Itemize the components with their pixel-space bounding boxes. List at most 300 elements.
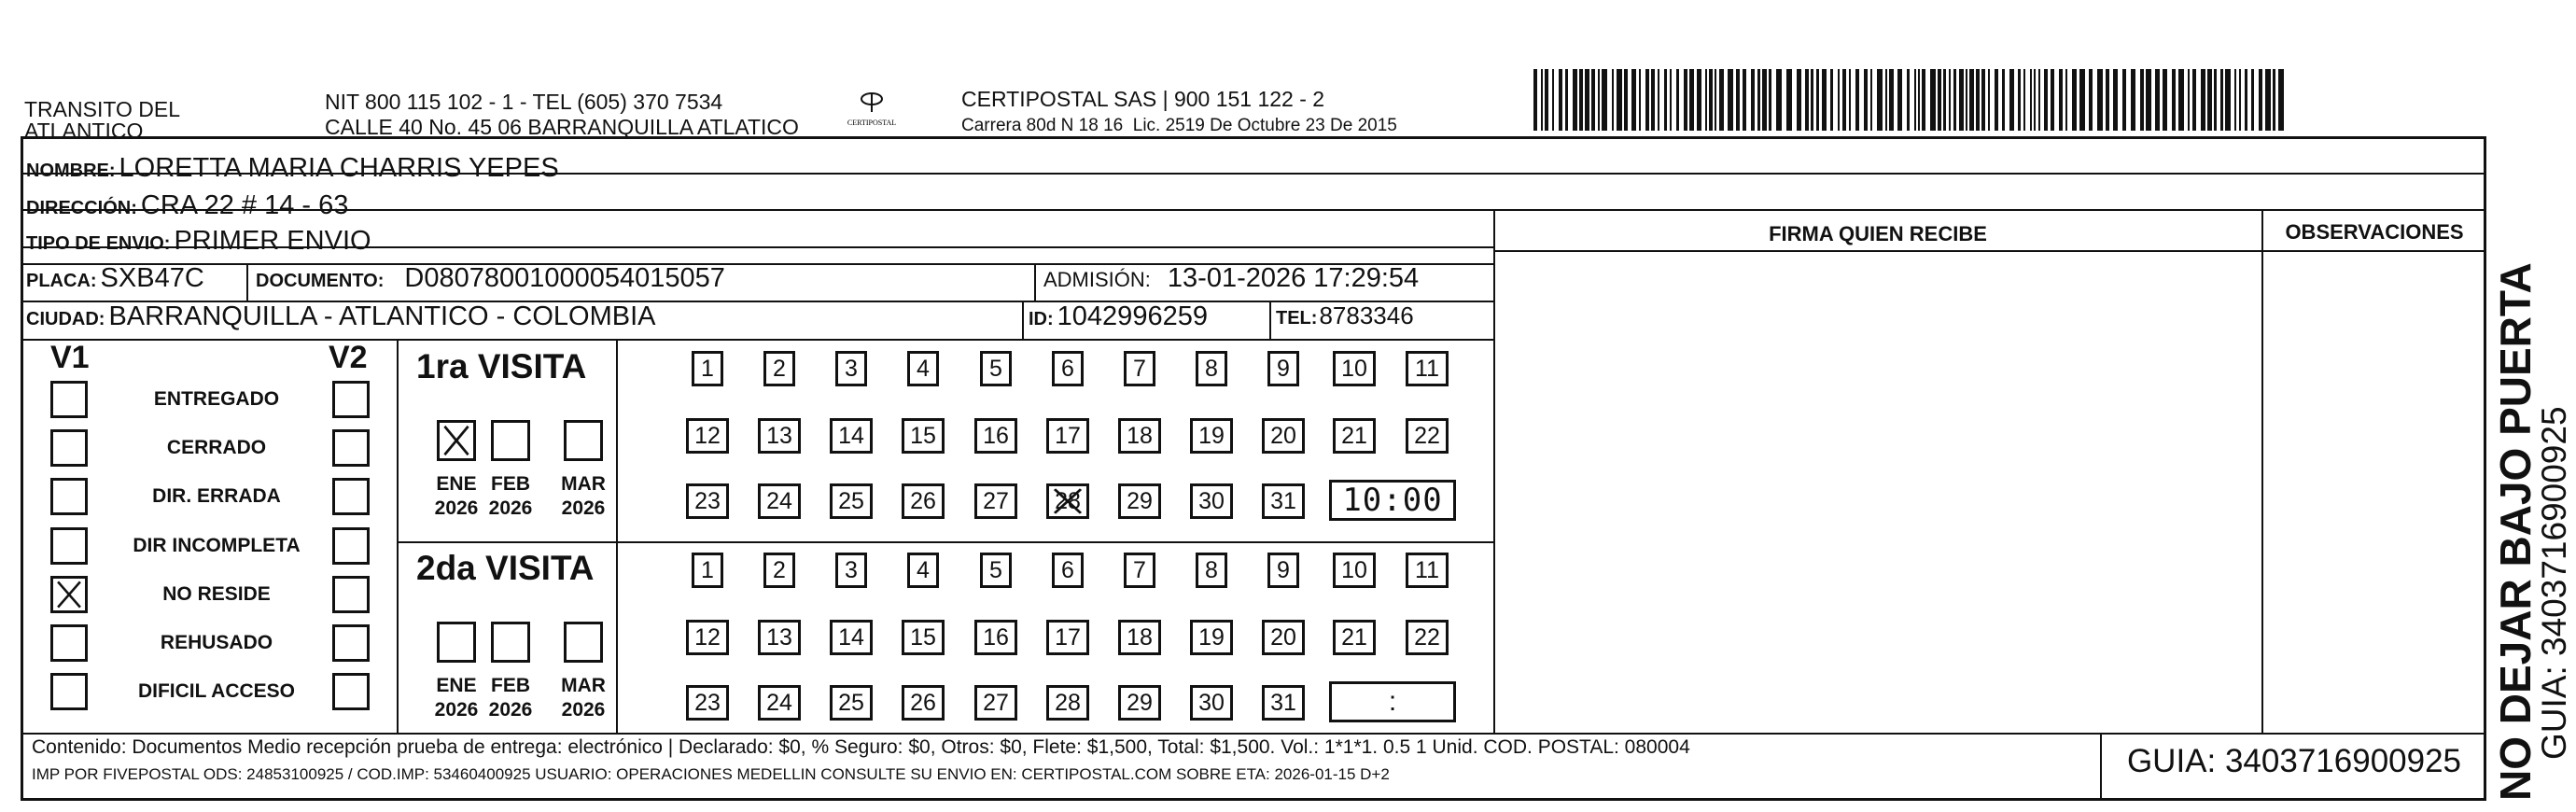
visit2-day-4[interactable] xyxy=(907,553,939,588)
visit2-day-label: 10 xyxy=(1341,556,1367,583)
id-cell xyxy=(1029,301,1208,332)
sender-nit: NIT 800 115 102 - 1 - TEL (605) 370 7534 xyxy=(325,90,723,114)
visit1-day-11[interactable] xyxy=(1406,351,1449,386)
plate-value: SXB47C xyxy=(100,263,204,293)
barcode-bar xyxy=(1624,69,1628,131)
barcode-bar xyxy=(1762,69,1767,131)
visit1-month-label xyxy=(428,472,484,521)
visit2-day-label: 15 xyxy=(910,623,936,651)
address-row xyxy=(26,190,348,221)
side-warning: NO DEJAR BAJO PUERTA xyxy=(2491,262,2540,801)
visit1-day-25[interactable] xyxy=(830,483,873,519)
name-row xyxy=(26,153,559,184)
barcode-bar xyxy=(2155,69,2160,131)
barcode-bar xyxy=(2030,69,2032,131)
visit2-day-24[interactable] xyxy=(758,685,801,721)
visit1-day-label: 20 xyxy=(1270,422,1296,449)
visit1-day-18[interactable] xyxy=(1118,418,1161,454)
visit2-month-name: FEB xyxy=(491,675,530,696)
barcode-bar xyxy=(1897,69,1902,131)
barcode-bar xyxy=(1705,69,1707,131)
barcode-bar xyxy=(2113,69,2118,131)
visit1-day-12[interactable] xyxy=(686,418,729,454)
reason-label-dir-errada: DIR. ERRADA xyxy=(152,485,281,507)
visit1-day-21[interactable] xyxy=(1333,418,1376,454)
barcode-bar xyxy=(1736,69,1740,131)
visit2-month-checkbox-feb[interactable] xyxy=(491,622,530,663)
visit2-day-5[interactable] xyxy=(980,553,1012,588)
visit2-day-3[interactable] xyxy=(835,553,867,588)
sender-name-line2: ATLANTICO xyxy=(24,119,144,143)
visit1-day-10[interactable] xyxy=(1333,351,1376,386)
sender-address: CALLE 40 No. 45 06 BARRANQUILLA ATLATICO xyxy=(325,115,799,139)
visit1-time-value: 10:00 xyxy=(1342,482,1443,519)
visit2-month-checkbox-mar[interactable] xyxy=(564,622,603,663)
row-divider xyxy=(21,339,1495,341)
visit2-day-label: 23 xyxy=(694,689,721,716)
visit2-day-label: 28 xyxy=(1055,689,1081,716)
visit2-day-label: 7 xyxy=(1133,556,1146,583)
visit2-day-17[interactable] xyxy=(1046,620,1089,655)
row-divider xyxy=(21,733,2486,735)
barcode xyxy=(1533,69,2291,131)
visit2-day-1[interactable] xyxy=(692,553,723,588)
barcode-bar xyxy=(2140,69,2144,131)
barcode-bar xyxy=(1953,69,1956,131)
visit1-day-label: 12 xyxy=(694,422,721,449)
barcode-bar xyxy=(2214,69,2217,131)
side-guia: GUIA: 3403716900925 xyxy=(2535,406,2573,760)
visit2-day-label: 17 xyxy=(1055,623,1081,651)
barcode-bar xyxy=(1541,69,1543,131)
reason-label-entregado: ENTREGADO xyxy=(153,388,280,410)
visit1-day-label: 30 xyxy=(1198,487,1225,514)
barcode-bar xyxy=(2038,69,2040,131)
signature-area[interactable] xyxy=(1495,252,2261,732)
visit1-day-label: 19 xyxy=(1198,422,1225,449)
barcode-bar xyxy=(2220,69,2223,131)
visit2-day-23[interactable] xyxy=(686,685,729,721)
visit1-day-label: 22 xyxy=(1414,422,1440,449)
reason-label-dir-incompleta: DIR INCOMPLETA xyxy=(133,535,301,556)
barcode-bar xyxy=(2239,69,2241,131)
visit2-day-12[interactable] xyxy=(686,620,729,655)
barcode-bar xyxy=(1645,69,1649,131)
barcode-bar xyxy=(1676,69,1679,131)
barcode-bar xyxy=(1959,69,1964,131)
visit2-day-label: 26 xyxy=(910,689,936,716)
visit2-time[interactable] xyxy=(1329,681,1456,722)
observations-header: OBSERVACIONES xyxy=(2285,220,2464,244)
visit2-day-26[interactable] xyxy=(902,685,945,721)
visit2-month-year: 2026 xyxy=(561,699,606,721)
barcode-bar xyxy=(2207,69,2212,131)
visit1-day-label: 5 xyxy=(989,355,1002,382)
visit1-day-2[interactable] xyxy=(763,351,795,386)
city-cell xyxy=(26,301,655,332)
visit1-day-label: 26 xyxy=(910,487,936,514)
admission-cell xyxy=(1043,263,1419,294)
barcode-bar xyxy=(1949,69,1951,131)
barcode-bar xyxy=(2065,69,2067,131)
visit2-day-label: 29 xyxy=(1127,689,1153,716)
visit2-day-label: 1 xyxy=(701,556,714,583)
visit1-day-3[interactable] xyxy=(835,351,867,386)
barcode-bar xyxy=(1842,69,1846,131)
visit1-day-26[interactable] xyxy=(902,483,945,519)
check-x-icon xyxy=(1049,486,1086,516)
visit1-day-6[interactable] xyxy=(1052,351,1084,386)
barcode-bar xyxy=(2278,69,2284,131)
barcode-bar xyxy=(2106,69,2109,131)
plate-cell xyxy=(26,263,204,294)
visit2-day-20[interactable] xyxy=(1262,620,1305,655)
visit1-day-17[interactable] xyxy=(1046,418,1089,454)
footer-print-info: IMP POR FIVEPOSTAL ODS: 24853100925 / COD.IMP: 53460400925 USUARIO: OPERACIONES MEDELLIN CONSULTE SU ENVIO EN: CERTIPOSTAL.COM SOBRE ETA: 2026-01-15 D+2 xyxy=(32,765,1390,783)
v2-checkbox-dir-incompleta[interactable] xyxy=(332,527,370,565)
visit2-day-31[interactable] xyxy=(1262,685,1305,721)
id-value: 1042996259 xyxy=(1057,301,1208,331)
visit2-day-label: 14 xyxy=(838,623,864,651)
visit1-day-31[interactable] xyxy=(1262,483,1305,519)
barcode-bar xyxy=(1545,69,1548,131)
barcode-bar xyxy=(1697,69,1701,131)
visit1-day-label: 16 xyxy=(983,422,1009,449)
v1-checkbox-no-reside[interactable] xyxy=(50,576,88,613)
visit2-day-label: 24 xyxy=(766,689,792,716)
visit2-day-15[interactable] xyxy=(902,620,945,655)
visit2-day-11[interactable] xyxy=(1406,553,1449,588)
visit1-day-7[interactable] xyxy=(1124,351,1155,386)
visit1-day-label: 2 xyxy=(773,355,786,382)
visit2-day-22[interactable] xyxy=(1406,620,1449,655)
visit1-day-label: 25 xyxy=(838,487,864,514)
visit1-day-label: 27 xyxy=(983,487,1009,514)
certipostal-logo-icon xyxy=(844,86,900,138)
visit1-month-checkbox-ene[interactable] xyxy=(437,420,476,461)
barcode-bar xyxy=(1670,69,1672,131)
barcode-bar xyxy=(2265,69,2271,131)
tel-value: 8783346 xyxy=(1319,301,1414,329)
document-label: DOCUMENTO: xyxy=(256,271,385,291)
v1-checkbox-entregado[interactable] xyxy=(50,381,88,418)
visit2-day-9[interactable] xyxy=(1267,553,1299,588)
barcode-bar xyxy=(1995,69,1998,131)
visit2-day-19[interactable] xyxy=(1190,620,1233,655)
barcode-bar xyxy=(1864,69,1868,131)
visit1-day-label: 8 xyxy=(1205,355,1218,382)
visit1-day-label: 28 xyxy=(1055,487,1081,514)
v1-checkbox-dir-incompleta[interactable] xyxy=(50,527,88,565)
visit2-day-label: 30 xyxy=(1198,689,1225,716)
barcode-bar xyxy=(1786,69,1792,131)
col-divider xyxy=(2100,733,2102,801)
barcode-bar xyxy=(1855,69,1859,131)
barcode-bar xyxy=(1602,69,1607,131)
visit1-day-5[interactable] xyxy=(980,351,1012,386)
barcode-bar xyxy=(1684,69,1687,131)
visit1-day-27[interactable] xyxy=(974,483,1017,519)
barcode-bar xyxy=(1591,69,1595,131)
visit2-day-13[interactable] xyxy=(758,620,801,655)
visit1-day-28[interactable] xyxy=(1046,483,1089,519)
barcode-bar xyxy=(1885,69,1887,131)
visit1-day-label: 10 xyxy=(1341,355,1367,382)
visit1-day-24[interactable] xyxy=(758,483,801,519)
barcode-bar xyxy=(2051,69,2054,131)
barcode-bar xyxy=(2172,69,2176,131)
visit1-month-year: 2026 xyxy=(488,497,533,519)
visit1-month-label xyxy=(555,472,611,521)
barcode-bar xyxy=(1579,69,1583,131)
visit1-day-label: 11 xyxy=(1415,355,1439,382)
visit1-time[interactable] xyxy=(1329,480,1456,521)
visit1-day-30[interactable] xyxy=(1190,483,1233,519)
visit1-month-label xyxy=(483,472,539,521)
barcode-bar xyxy=(2192,69,2196,131)
visit2-day-label: 16 xyxy=(983,623,1009,651)
barcode-bar xyxy=(1689,69,1694,131)
barcode-bar xyxy=(2079,69,2085,131)
shipment-type: PRIMER ENVIO xyxy=(174,226,371,256)
barcode-bar xyxy=(1930,69,1936,131)
visit1-day-8[interactable] xyxy=(1196,351,1227,386)
barcode-bar xyxy=(1976,69,1980,131)
barcode-bar xyxy=(1981,69,1985,131)
barcode-bar xyxy=(2251,69,2254,131)
col-divider xyxy=(1022,301,1024,339)
visit2-day-label: 2 xyxy=(773,556,786,583)
barcode-bar xyxy=(1797,69,1801,131)
visit2-day-10[interactable] xyxy=(1333,553,1376,588)
visit2-day-2[interactable] xyxy=(763,553,795,588)
barcode-bar xyxy=(1565,69,1568,131)
shipment-type-label: TIPO DE ENVIO: xyxy=(26,233,171,254)
barcode-bar xyxy=(1559,69,1562,131)
barcode-bar xyxy=(2002,69,2005,131)
barcode-bar xyxy=(1805,69,1809,131)
courier-name: CERTIPOSTAL SAS | 900 151 122 - 2 xyxy=(961,87,1325,111)
tel-cell xyxy=(1276,301,1414,330)
visit2-day-14[interactable] xyxy=(830,620,873,655)
barcode-bar xyxy=(1769,69,1771,131)
barcode-bar xyxy=(2009,69,2014,131)
barcode-bar xyxy=(1877,69,1883,131)
barcode-bar xyxy=(1719,69,1724,131)
visit2-day-label: 31 xyxy=(1270,689,1296,716)
v2-checkbox-dificil-acceso[interactable] xyxy=(332,673,370,710)
visit2-day-7[interactable] xyxy=(1124,553,1155,588)
visit1-day-13[interactable] xyxy=(758,418,801,454)
visit2-month-label xyxy=(483,674,539,722)
visit1-title: 1ra VISITA xyxy=(416,347,587,385)
row-divider xyxy=(21,209,2486,211)
visit2-day-8[interactable] xyxy=(1196,553,1227,588)
barcode-bar xyxy=(1664,69,1667,131)
barcode-bar xyxy=(1822,69,1827,131)
barcode-bar xyxy=(2163,69,2167,131)
document-cell xyxy=(256,263,725,294)
barcode-bar xyxy=(1709,69,1713,131)
city-label: CIUDAD: xyxy=(26,309,105,329)
visit2-day-label: 13 xyxy=(766,623,792,651)
barcode-bar xyxy=(2034,69,2036,131)
v2-checkbox-no-reside[interactable] xyxy=(332,576,370,613)
visit1-day-29[interactable] xyxy=(1118,483,1161,519)
barcode-bar xyxy=(1938,69,1941,131)
visit1-day-label: 4 xyxy=(917,355,930,382)
barcode-bar xyxy=(1728,69,1733,131)
col-divider xyxy=(246,263,248,301)
visit2-day-18[interactable] xyxy=(1118,620,1161,655)
admission-label: ADMISIÓN: xyxy=(1043,268,1151,291)
document-value: D08078001000054015057 xyxy=(404,263,725,293)
visit2-day-29[interactable] xyxy=(1118,685,1161,721)
v1-checkbox-cerrado[interactable] xyxy=(50,429,88,467)
visit2-day-25[interactable] xyxy=(830,685,873,721)
reason-label-rehusado: REHUSADO xyxy=(160,632,273,653)
barcode-bar xyxy=(1969,69,1974,131)
barcode-bar xyxy=(2225,69,2231,131)
visit2-day-label: 27 xyxy=(983,689,1009,716)
visit2-day-label: 11 xyxy=(1415,556,1439,583)
visit1-month-checkbox-feb[interactable] xyxy=(491,420,530,461)
barcode-bar xyxy=(1914,69,1916,131)
visit1-month-name: MAR xyxy=(561,473,606,495)
barcode-bar xyxy=(1651,69,1655,131)
barcode-bar xyxy=(2023,69,2025,131)
barcode-bar xyxy=(2259,69,2262,131)
visit1-day-label: 15 xyxy=(910,422,936,449)
visit1-day-20[interactable] xyxy=(1262,418,1305,454)
visit2-day-label: 21 xyxy=(1341,623,1367,651)
visit1-day-9[interactable] xyxy=(1267,351,1299,386)
visit2-day-16[interactable] xyxy=(974,620,1017,655)
barcode-bar xyxy=(2089,69,2093,131)
sender-name-line1: TRANSITO DEL xyxy=(24,97,180,121)
visit2-day-label: 18 xyxy=(1127,623,1153,651)
barcode-bar xyxy=(1889,69,1894,131)
barcode-bar xyxy=(1830,69,1833,131)
visit1-month-checkbox-mar[interactable] xyxy=(564,420,603,461)
visit1-day-19[interactable] xyxy=(1190,418,1233,454)
barcode-bar xyxy=(1816,69,1819,131)
check-x-icon xyxy=(53,579,85,610)
recipient-name: LORETTA MARIA CHARRIS YEPES xyxy=(119,153,559,183)
barcode-bar xyxy=(1751,69,1755,131)
visit1-day-16[interactable] xyxy=(974,418,1017,454)
visit2-day-28[interactable] xyxy=(1046,685,1089,721)
barcode-bar xyxy=(2178,69,2184,131)
col-divider xyxy=(1269,301,1271,339)
v1-checkbox-dificil-acceso[interactable] xyxy=(50,673,88,710)
visit2-day-label: 3 xyxy=(845,556,858,583)
visit1-day-label: 13 xyxy=(766,422,792,449)
visit1-month-name: ENE xyxy=(436,473,477,495)
v1-checkbox-dir-errada[interactable] xyxy=(50,478,88,515)
visit1-day-14[interactable] xyxy=(830,418,873,454)
visit1-day-label: 21 xyxy=(1341,422,1367,449)
barcode-bar xyxy=(2201,69,2205,131)
reason-label-dificil-acceso: DIFICIL ACCESO xyxy=(137,680,295,702)
barcode-bar xyxy=(1573,69,1577,131)
city-value: BARRANQUILLA - ATLANTICO - COLOMBIA xyxy=(108,301,656,331)
visit1-day-23[interactable] xyxy=(686,483,729,519)
visit1-day-22[interactable] xyxy=(1406,418,1449,454)
barcode-bar xyxy=(1617,69,1622,131)
barcode-bar xyxy=(2188,69,2190,131)
visit1-day-4[interactable] xyxy=(907,351,939,386)
visit2-day-label: 22 xyxy=(1414,623,1440,651)
visit2-day-21[interactable] xyxy=(1333,620,1376,655)
visit-divider xyxy=(397,541,1495,543)
plate-label: PLACA: xyxy=(26,271,97,291)
v2-checkbox-entregado[interactable] xyxy=(332,381,370,418)
visit2-day-6[interactable] xyxy=(1052,553,1084,588)
barcode-bar xyxy=(1743,69,1746,131)
svg-text:CERTIPOSTAL: CERTIPOSTAL xyxy=(847,119,897,127)
visit1-month-name: FEB xyxy=(491,473,530,495)
visit2-title: 2da VISITA xyxy=(416,549,595,587)
v1-label: V1 xyxy=(50,340,90,375)
visit1-day-label: 6 xyxy=(1061,355,1074,382)
barcode-bar xyxy=(2018,69,2021,131)
barcode-bar xyxy=(2273,69,2275,131)
col-divider xyxy=(397,339,399,733)
barcode-bar xyxy=(1598,69,1600,131)
certipostal-logo xyxy=(844,86,900,138)
v2-checkbox-cerrado[interactable] xyxy=(332,429,370,467)
barcode-bar xyxy=(1918,69,1920,131)
col-divider xyxy=(616,339,618,733)
visit2-month-year: 2026 xyxy=(434,699,479,721)
visit1-day-label: 1 xyxy=(701,355,714,382)
observations-area[interactable] xyxy=(2263,252,2485,732)
visit1-day-15[interactable] xyxy=(902,418,945,454)
v2-checkbox-rehusado[interactable] xyxy=(332,624,370,662)
visit1-day-label: 3 xyxy=(845,355,858,382)
visit2-day-30[interactable] xyxy=(1190,685,1233,721)
visit1-day-label: 29 xyxy=(1127,487,1153,514)
address-label: DIRECCIÓN: xyxy=(26,198,137,218)
tel-label: TEL: xyxy=(1276,308,1318,329)
v2-label: V2 xyxy=(329,340,368,375)
barcode-bar xyxy=(1988,69,1990,131)
footer-contents: Contenido: Documentos Medio recepción prueba de entrega: electrónico | Declarado: $0, % Seguro: $0, Otros: $0, Flete: $1,500, Total: $1,500. Vol.: 1*1*1. 0.5 1 Unid. COD. POSTAL: 080004 xyxy=(32,736,1690,758)
barcode-image xyxy=(1533,69,2291,131)
visit2-day-label: 19 xyxy=(1198,623,1225,651)
barcode-bar xyxy=(1849,69,1851,131)
v2-checkbox-dir-errada[interactable] xyxy=(332,478,370,515)
col-divider xyxy=(1034,263,1036,301)
reason-label-no-reside: NO RESIDE xyxy=(162,583,271,605)
visit1-day-1[interactable] xyxy=(692,351,723,386)
barcode-bar xyxy=(1533,69,1537,131)
signature-header: FIRMA QUIEN RECIBE xyxy=(1769,222,1987,245)
visit2-month-year: 2026 xyxy=(488,699,533,721)
visit2-time-value: : xyxy=(1388,686,1397,717)
barcode-bar xyxy=(2234,69,2236,131)
barcode-bar xyxy=(2097,69,2103,131)
visit2-month-checkbox-ene[interactable] xyxy=(437,622,476,663)
footer-guia: GUIA: 3403716900925 xyxy=(2126,743,2462,779)
visit1-day-label: 24 xyxy=(766,487,792,514)
barcode-bar xyxy=(1552,69,1554,131)
visit2-day-27[interactable] xyxy=(974,685,1017,721)
check-x-icon xyxy=(440,423,473,458)
v1-checkbox-rehusado[interactable] xyxy=(50,624,88,662)
barcode-bar xyxy=(2059,69,2063,131)
